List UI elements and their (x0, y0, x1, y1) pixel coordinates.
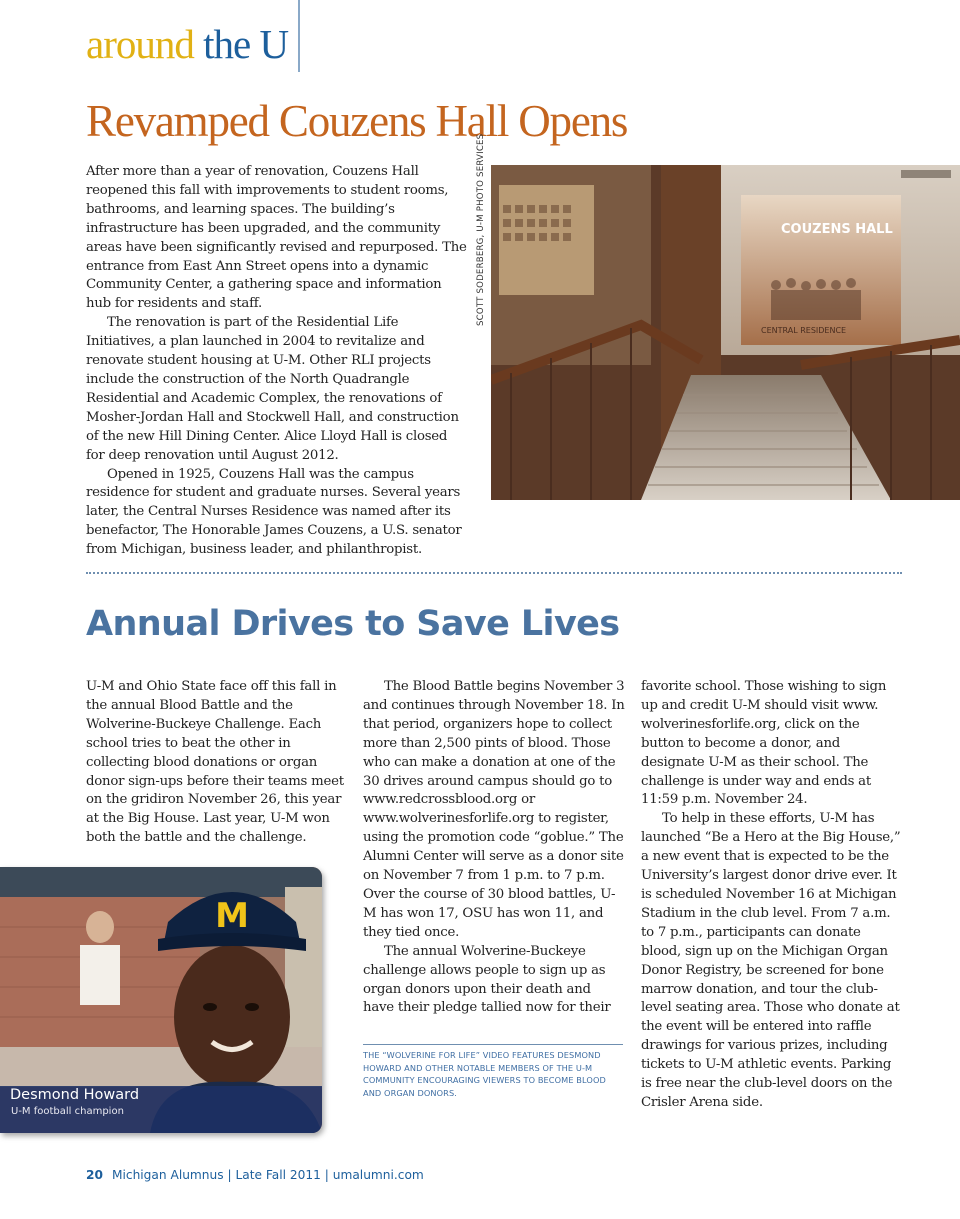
article-body-col1 (86, 678, 348, 848)
section-divider (298, 0, 300, 72)
article-body-col3 (641, 678, 903, 1113)
stairwell-illustration (491, 165, 960, 500)
photo-credit: SCOTT SODERBERG, U-M PHOTO SERVICES (476, 133, 486, 326)
couzens-hall-stair-photo (491, 165, 960, 500)
article-title-couzens: Revamped Couzens Hall Opens (86, 96, 628, 146)
video-person-title: U-M football champion (11, 1106, 124, 1117)
section-label (86, 20, 288, 68)
paragraph: After more than a year of renovation, Couzens Hall reopened this fall with improvements to student rooms, bathrooms, and learning spaces. The building’s infrastructure has been upgraded, and the community areas have been significantly revised and repurposed. The entrance from East Ann Street opens into a dynamic Community Center, a gathering space and information hub for residents and staff. (86, 164, 467, 312)
page-number: 20 (86, 1168, 103, 1182)
article-body-col2 (363, 678, 625, 1018)
article-title-drives: Annual Drives to Save Lives (86, 604, 620, 644)
caption-divider (363, 1044, 623, 1045)
footer-publication: Michigan Alumnus | Late Fall 2011 | umalumni.com (111, 1168, 424, 1182)
article-body-couzens (86, 163, 467, 560)
cap-letter: M (215, 896, 249, 936)
paragraph: The Blood Battle begins November 3 and continues through November 18. In that period, organizers hope to collect more than 2,500 pints of blood. Those who can make a donation at one of the 30 drives around campus should go to www.redcrossblood.org or www.wolverinesforlife.org to register, using the promotion code “goblue.” The Alumni Center will serve as a donor site on November 7 from 1 p.m. to 7 p.m. Over the course of 30 blood battles, U-M has won 17, OSU has won 11, and they tied once. (363, 679, 625, 940)
mural-sign: COUZENS HALL (781, 222, 893, 237)
paragraph: To help in these efforts, U-M has launched “Be a Hero at the Big House,” a new event that is expected to be the University’s largest donor drive ever. It is scheduled November 16 at Michigan Stadium in the club level. From 7 a.m. to 7 p.m., participants can donate blood, sign up on the Michigan Organ Donor Registry, be screened for bone marrow donation, and tour the club-level seating area. Those who donate at the event will be entered into raffle drawings for various prizes, including tickets to U-M athletic events. Parking is free near the club-level doors on the Crisler Arena side. (641, 811, 901, 1110)
video-person-name: Desmond Howard (10, 1087, 140, 1103)
section-label-the-u: the U (203, 21, 289, 67)
page-footer (86, 1168, 424, 1182)
video-caption: THE “WOLVERINE FOR LIFE” VIDEO FEATURES DESMOND HOWARD AND OTHER NOTABLE MEMBERS OF THE U-M COMMUNITY ENCOURAGING VIEWERS TO BECOME BLOOD AND ORGAN DONORS. (363, 1050, 606, 1098)
paragraph: The annual Wolverine-Buckeye challenge allows people to sign up as organ donors upon their death and have their pledge tallied now for their (363, 943, 611, 1016)
video-still-desmond-howard[interactable] (0, 867, 322, 1133)
paragraph: Opened in 1925, Couzens Hall was the campus residence for student and graduate nurses. Several years later, the Central Nurses Residence was named after its benefactor, The Honorable James Couzens, a U.S. senator from Michigan, business leader, and philanthropist. (86, 466, 462, 558)
paragraph: The renovation is part of the Residential Life Initiatives, a plan launched in 2004 to revitalize and renovate student housing at U-M. Other RLI projects include the construction of the North Quadrangle Residential and Academic Complex, the renovations of Mosher-Jordan Hall and Stockwell Hall, and construction of the new Hill Dining Center. Alice Lloyd Hall is closed for deep renovation until August 2012. (86, 315, 459, 463)
section-separator (86, 572, 902, 574)
section-label-around: around (86, 21, 194, 67)
mural-sign-sub: CENTRAL RESIDENCE (761, 326, 847, 335)
paragraph: favorite school. Those wishing to sign up and credit U-M should visit www. wolverinesforlife.org, click on the button to become a donor, and designate U-M as their school. The challenge is under way and ends at 11:59 p.m. November 24. (641, 679, 887, 808)
paragraph: U-M and Ohio State face off this fall in the annual Blood Battle and the Wolverine-Buckeye Challenge. Each school tries to beat the other in collecting blood donations or organ donor sign-ups before their teams meet on the gridiron November 26, this year at the Big House. Last year, U-M won both the battle and the challenge. (86, 679, 344, 846)
